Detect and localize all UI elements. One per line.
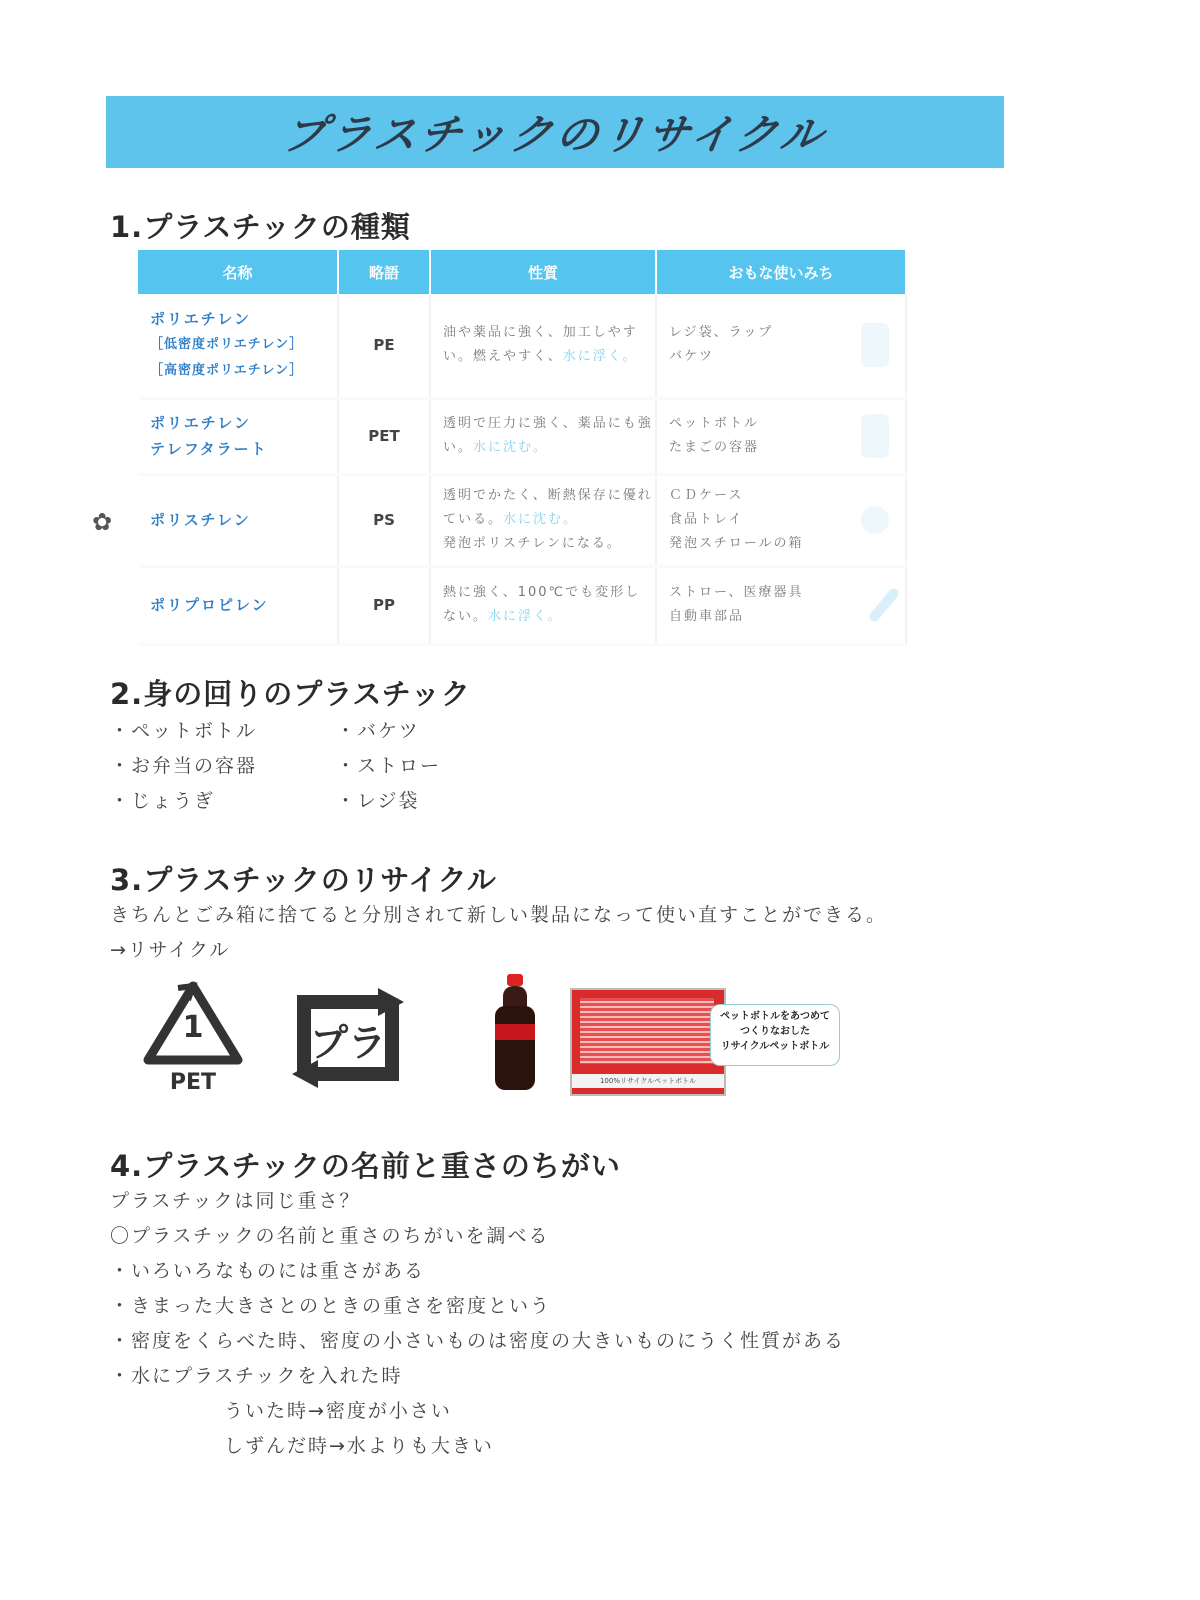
property-cell bbox=[430, 566, 656, 644]
list-item: ・ストロー bbox=[336, 755, 442, 777]
pla-mark-label: プラ bbox=[309, 1021, 386, 1065]
plastic-name: ポリエチレン bbox=[150, 310, 252, 329]
property-cell bbox=[430, 294, 656, 398]
plastic-types-table bbox=[138, 250, 907, 646]
use-text: レジ袋、ラップ バケツ bbox=[669, 325, 774, 365]
water-behavior: 水に沈む。 bbox=[473, 440, 549, 455]
section4-line: ・きまった大きさとのときの重さを密度という bbox=[110, 1295, 552, 1317]
property-cell bbox=[430, 398, 656, 474]
use-cell bbox=[656, 398, 906, 474]
bottle-icon bbox=[861, 414, 889, 458]
flower-doodle-icon: ✿ bbox=[92, 508, 113, 536]
use-text: ＣＤケース 食品トレイ 発泡スチロールの箱 bbox=[669, 488, 804, 551]
title-banner bbox=[106, 96, 1004, 168]
label-fine-print bbox=[580, 998, 714, 1064]
column-header: 略語 bbox=[338, 250, 430, 294]
section4-heading: 4.プラスチックの名前と重さのちがい bbox=[110, 1149, 621, 1183]
section4-line: ・いろいろなものには重さがある bbox=[110, 1260, 426, 1282]
property-text: 透明でかたく、断熱保存に優れている。 bbox=[443, 488, 653, 527]
list-item: ・じょうぎ bbox=[110, 790, 216, 812]
page-title: プラスチックのリサイクル bbox=[279, 110, 830, 159]
bottle-label-closeup bbox=[570, 988, 726, 1096]
abbr-cell: PE bbox=[338, 294, 430, 398]
cd-icon bbox=[861, 506, 889, 534]
pla-recycle-mark bbox=[282, 982, 414, 1094]
table-row bbox=[138, 398, 906, 474]
water-behavior: 水に沈む。 bbox=[503, 512, 579, 527]
table-header-row bbox=[138, 250, 906, 294]
use-cell bbox=[656, 474, 906, 566]
pet-mark-number: 1 bbox=[182, 1010, 204, 1045]
bottle-label bbox=[495, 1024, 535, 1040]
section4-line: プラスチックは同じ重さ？ bbox=[110, 1190, 361, 1212]
list-item: ・ペットボトル bbox=[110, 720, 258, 742]
property-text: 油や薬品に強く、加工しやすい。燃えやすく、 bbox=[443, 325, 638, 365]
list-item: ・バケツ bbox=[336, 720, 420, 742]
plastic-list-right bbox=[336, 714, 441, 819]
list-item: ・お弁当の容器 bbox=[110, 755, 258, 777]
pet-recycle-mark bbox=[138, 980, 248, 1100]
abbr-cell: PP bbox=[338, 566, 430, 644]
water-behavior: 水に浮く。 bbox=[562, 349, 638, 365]
bottle-cap bbox=[507, 974, 523, 986]
property-text-2: 発泡ポリスチレンになる。 bbox=[443, 536, 622, 551]
property-cell bbox=[430, 474, 656, 566]
plastic-name: ポリスチレン bbox=[138, 474, 338, 566]
table-row bbox=[138, 566, 906, 644]
bottle-body bbox=[495, 1006, 535, 1090]
property-text: 熱に強く、100℃でも変形しない。 bbox=[443, 585, 641, 624]
section1-heading: 1.プラスチックの種類 bbox=[110, 210, 411, 244]
cola-bottle-image bbox=[490, 974, 540, 1094]
plastic-list-left bbox=[110, 714, 257, 819]
water-behavior: 水に浮く。 bbox=[488, 609, 563, 624]
use-text: ペットボトル たまごの容器 bbox=[669, 416, 760, 455]
section4-line: 〇プラスチックの名前と重さのちがいを調べる bbox=[110, 1225, 550, 1247]
abbr-cell: PET bbox=[338, 398, 430, 474]
property-text: 透明で圧力に強く、薬品にも強い。 bbox=[443, 416, 653, 455]
section4-line: ・水にプラスチックを入れた時 bbox=[110, 1365, 403, 1387]
plastic-subname: ［低密度ポリエチレン］ bbox=[150, 337, 304, 353]
recycle-description: きちんとごみ箱に捨てると分別されて新しい製品になって使い直すことができる。 bbox=[110, 904, 888, 926]
section2-heading: 2.身の回りのプラスチック bbox=[110, 677, 471, 711]
use-cell bbox=[656, 566, 906, 644]
recycle-arrow-text: →リサイクル bbox=[110, 939, 231, 961]
label-speech-bubble: ペットボトルをあつめて つくりなおした リサイクルペットボトル bbox=[710, 1004, 840, 1066]
list-item: ・レジ袋 bbox=[336, 790, 420, 812]
abbr-cell: PS bbox=[338, 474, 430, 566]
label-band: 100%リサイクルペットボトル bbox=[572, 1074, 724, 1088]
section3-heading: 3.プラスチックのリサイクル bbox=[110, 863, 497, 897]
bucket-icon bbox=[861, 323, 889, 367]
column-header: 性質 bbox=[430, 250, 656, 294]
use-cell bbox=[656, 294, 906, 398]
table-row bbox=[138, 294, 906, 398]
section4-indent-line: ういた時→密度が小さい bbox=[224, 1400, 452, 1422]
column-header: 名称 bbox=[138, 250, 338, 294]
section4-line: ・密度をくらべた時、密度の小さいものは密度の大きいものにうく性質がある bbox=[110, 1330, 846, 1352]
bottle-neck bbox=[503, 986, 527, 1008]
plastic-name: ポリプロピレン bbox=[138, 566, 338, 644]
column-header: おもな使いみち bbox=[656, 250, 906, 294]
name-cell bbox=[138, 294, 338, 398]
use-text: ストロー、医療器具 自動車部品 bbox=[669, 585, 804, 624]
plastic-name: ポリエチレン テレフタラート bbox=[138, 398, 338, 474]
pet-mark-label: PET bbox=[169, 1070, 217, 1095]
section4-indent-line: しずんだ時→水よりも大きい bbox=[224, 1435, 494, 1457]
plastic-subname: ［高密度ポリエチレン］ bbox=[150, 363, 304, 379]
table-row bbox=[138, 474, 906, 566]
